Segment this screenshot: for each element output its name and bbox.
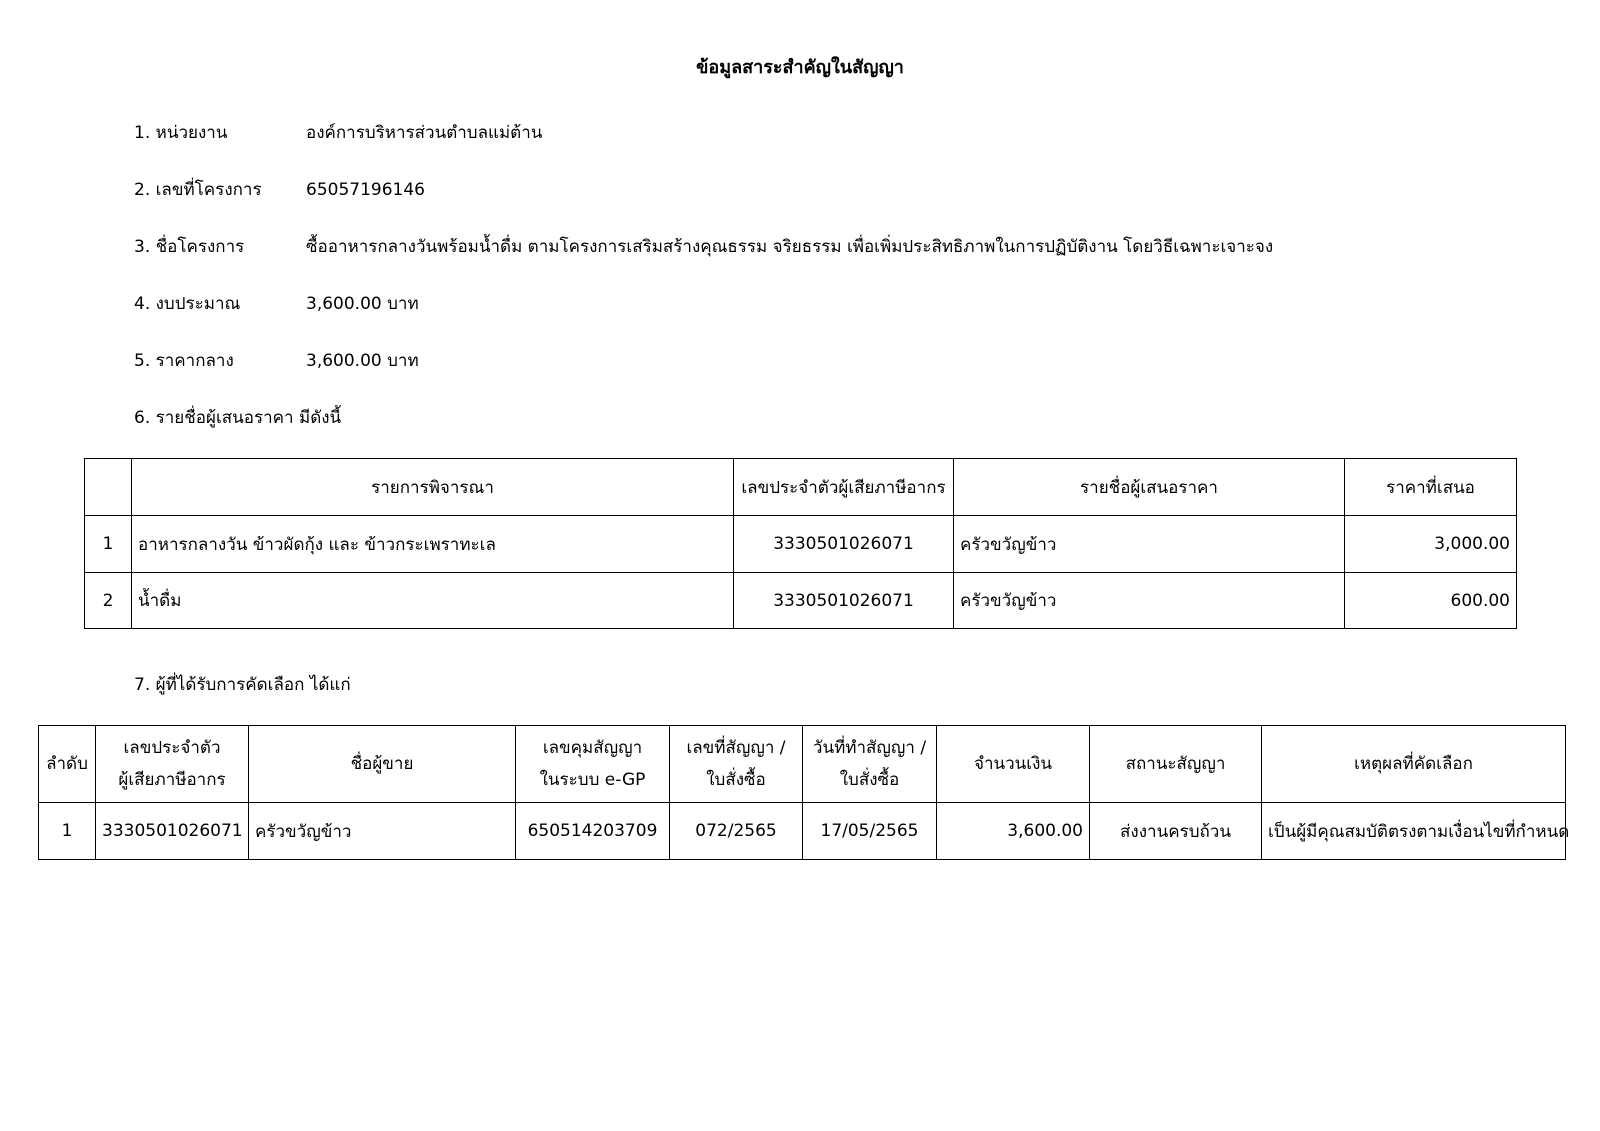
field-value: 3,600.00 บาท <box>306 294 419 314</box>
header-amount: จำนวนเงิน <box>937 726 1090 803</box>
header-seq: ลำดับ <box>39 726 96 803</box>
table-row <box>85 516 1517 573</box>
header-contract-no-line1: เลขที่สัญญา / <box>686 738 786 758</box>
header-bidder: รายชื่อผู้เสนอราคา <box>954 459 1345 516</box>
header-control-line2: ในระบบ e-GP <box>539 770 646 790</box>
bidders-table <box>84 458 1517 629</box>
table-header-row <box>39 726 1566 803</box>
bidders-heading: 6. รายชื่อผู้เสนอราคา มีดังนี้ <box>134 408 342 428</box>
header-seller: ชื่อผู้ขาย <box>249 726 516 803</box>
field-label: 4. งบประมาณ <box>134 294 241 314</box>
field-label: 2. เลขที่โครงการ <box>134 180 262 200</box>
cell-taxid: 3330501026071 <box>734 573 954 629</box>
cell-item: น้ำดื่ม <box>132 573 734 629</box>
field-label: 5. ราคากลาง <box>134 351 234 371</box>
header-contract-no-line2: ใบสั่งซื้อ <box>706 770 766 790</box>
field-value: 3,600.00 บาท <box>306 351 419 371</box>
selected-heading: 7. ผู้ที่ได้รับการคัดเลือก ได้แก่ <box>134 675 351 695</box>
header-taxid-line1: เลขประจำตัว <box>123 738 221 758</box>
cell-taxid: 3330501026071 <box>96 803 249 860</box>
field-label: 1. หน่วยงาน <box>134 123 228 143</box>
header-taxid-line2: ผู้เสียภาษีอากร <box>118 770 226 790</box>
cell-seq: 1 <box>39 803 96 860</box>
cell-seq: 1 <box>85 516 132 573</box>
cell-taxid: 3330501026071 <box>734 516 954 573</box>
field-value: 65057196146 <box>306 180 425 200</box>
cell-contract-date: 17/05/2565 <box>803 803 937 860</box>
header-control-line1: เลขคุมสัญญา <box>542 738 643 758</box>
cell-reason: เป็นผู้มีคุณสมบัติตรงตามเงื่อนไขที่กำหนด <box>1262 803 1566 860</box>
header-taxid: เลขประจำตัวผู้เสียภาษีอากร <box>734 459 954 516</box>
header-blank <box>85 459 132 516</box>
header-reason: เหตุผลที่คัดเลือก <box>1262 726 1566 803</box>
table-row <box>39 803 1566 860</box>
table-row <box>85 573 1517 629</box>
cell-seq: 2 <box>85 573 132 629</box>
header-item: รายการพิจารณา <box>132 459 734 516</box>
cell-status: ส่งงานครบถ้วน <box>1090 803 1262 860</box>
header-contract-date-line2: ใบสั่งซื้อ <box>839 770 900 790</box>
header-contract-date <box>803 726 937 803</box>
cell-price: 3,000.00 <box>1345 516 1517 573</box>
header-control <box>516 726 670 803</box>
header-status: สถานะสัญญา <box>1090 726 1262 803</box>
header-contract-date-line1: วันที่ทำสัญญา / <box>812 738 927 758</box>
cell-contract-no: 072/2565 <box>670 803 803 860</box>
cell-bidder: ครัวขวัญข้าว <box>954 516 1345 573</box>
header-taxid <box>96 726 249 803</box>
cell-bidder: ครัวขวัญข้าว <box>954 573 1345 629</box>
field-value: ซื้ออาหารกลางวันพร้อมน้ำดื่ม ตามโครงการเสริมสร้างคุณธรรม จริยธรรม เพื่อเพิ่มประสิทธิภาพในการปฏิบัติงาน โดยวิธีเฉพาะเจาะจง <box>306 237 1274 257</box>
cell-control: 650514203709 <box>516 803 670 860</box>
cell-item: อาหารกลางวัน ข้าวผัดกุ้ง และ ข้าวกระเพราทะเล <box>132 516 734 573</box>
selected-table <box>38 725 1570 860</box>
table-header-row <box>85 459 1517 516</box>
cell-price: 600.00 <box>1345 573 1517 629</box>
header-contract-no <box>670 726 803 803</box>
field-value: องค์การบริหารส่วนตำบลแม่ต้าน <box>306 123 543 143</box>
header-price: ราคาที่เสนอ <box>1345 459 1517 516</box>
field-label: 3. ชื่อโครงการ <box>134 237 245 257</box>
cell-amount: 3,600.00 <box>937 803 1090 860</box>
page-title: ข้อมูลสาระสำคัญในสัญญา <box>696 57 904 78</box>
cell-seller: ครัวขวัญข้าว <box>249 803 516 860</box>
